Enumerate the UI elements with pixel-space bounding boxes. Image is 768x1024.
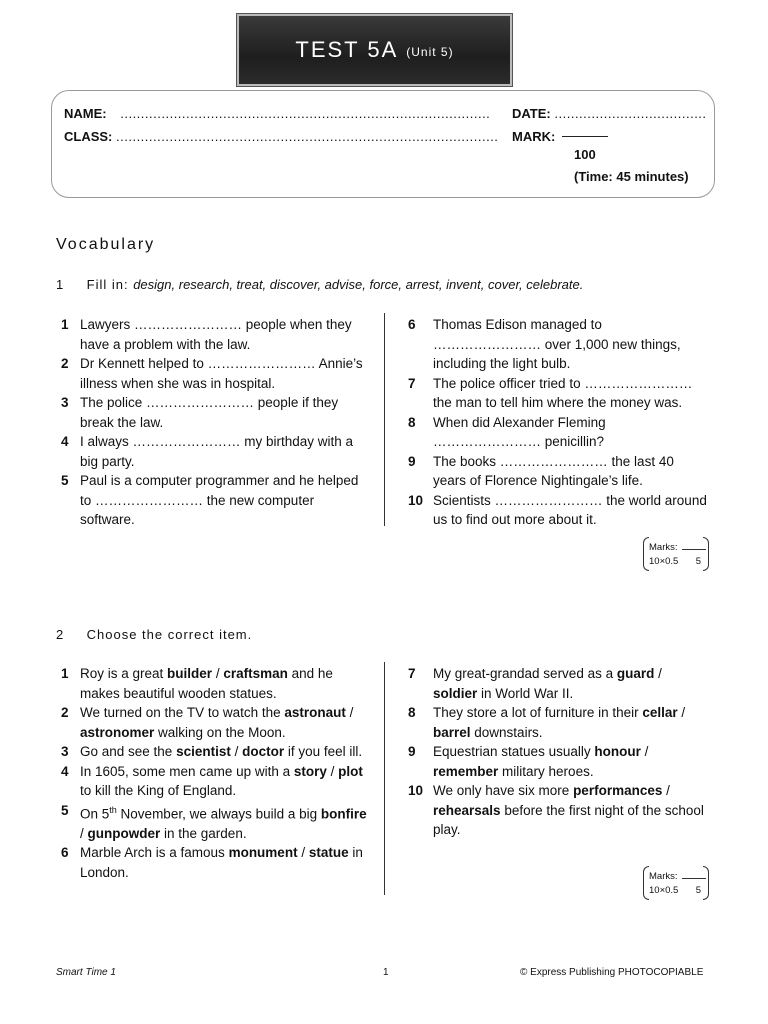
question-item: [61, 664, 369, 703]
option-separator: /: [662, 783, 670, 798]
sentence-fragment: if you feel ill.: [284, 744, 363, 759]
task-instruction: Fill in:: [86, 277, 129, 292]
test-title: TEST 5A: [295, 37, 399, 62]
mark-total: 100: [574, 147, 596, 162]
answer-option: gunpowder: [87, 825, 161, 841]
question-number: 3: [61, 395, 69, 410]
question-number: 9: [408, 744, 416, 759]
question-item: [408, 315, 708, 374]
sentence-fragment: They store a lot of furniture in their: [433, 705, 643, 720]
question-text: [433, 781, 708, 840]
time-limit: (Time: 45 minutes): [574, 169, 689, 184]
question-number: 4: [61, 763, 69, 779]
name-label: NAME:: [64, 106, 107, 121]
question-number: 2: [61, 705, 69, 720]
answer-option: performances: [573, 783, 663, 798]
answer-option: story: [293, 763, 327, 779]
question-item: [408, 703, 708, 742]
question-number: 8: [408, 414, 416, 430]
question-text: [80, 703, 369, 742]
question-item: [408, 781, 708, 840]
sentence-fragment: We turned on the TV to watch the: [80, 705, 285, 720]
task-instruction: Choose the correct item.: [86, 627, 253, 642]
question-text: Scientists …………………… the world around us to find out more about it.: [433, 492, 707, 527]
answer-option: honour: [594, 744, 641, 759]
answer-option: remember: [433, 763, 499, 779]
marks-calc: 10×0.5: [649, 885, 679, 896]
answer-option: craftsman: [223, 666, 288, 681]
sentence-fragment: On 5: [80, 806, 110, 821]
sentence-fragment: in the garden.: [160, 825, 247, 841]
question-text: Thomas Edison managed to …………………… over 1,000 new things, including the light bulb.: [433, 317, 681, 371]
task-2-marks-box: [643, 866, 709, 900]
option-separator: /: [80, 825, 88, 841]
marks-label: Marks:: [649, 542, 678, 553]
ordinal-suffix: th: [109, 804, 117, 815]
sentence-fragment: November, we always build a big: [116, 806, 321, 821]
word-bank: design, research, treat, discover, advise, force, arrest, invent, cover, celebrate.: [133, 277, 584, 292]
name-row: [64, 106, 490, 121]
answer-option: builder: [167, 666, 213, 681]
question-item: [61, 762, 369, 801]
option-separator: /: [677, 705, 686, 720]
sentence-fragment: Go and see the: [80, 744, 177, 759]
marks-total: 5: [695, 556, 701, 567]
question-number: 2: [61, 356, 69, 371]
answer-option: astronaut: [284, 705, 346, 720]
task-1-marks-box: [643, 537, 709, 571]
name-field[interactable]: ..........................................................................................: [120, 106, 491, 121]
question-number: 10: [408, 783, 424, 798]
sentence-fragment: Equestrian statues usually: [433, 744, 595, 759]
question-number: 4: [61, 434, 69, 449]
answer-option: plot: [338, 763, 363, 779]
footer-copyright: © Express Publishing PHOTOCOPIABLE: [520, 967, 704, 978]
question-text: [433, 664, 708, 703]
question-number: 1: [61, 317, 69, 332]
test-title-banner: [237, 14, 512, 86]
task-2-instruction: [56, 627, 252, 642]
answer-option: guard: [616, 666, 655, 681]
question-item: [61, 393, 369, 432]
question-item: [408, 664, 708, 703]
question-number: 7: [408, 666, 416, 681]
question-text: Lawyers …………………… people when they have a problem with the law.: [80, 317, 352, 352]
answer-option: rehearsals: [433, 802, 501, 818]
task-number: 2: [56, 627, 65, 642]
question-number: 6: [408, 317, 416, 332]
task-number: 1: [56, 277, 65, 292]
option-separator: /: [212, 666, 224, 681]
sentence-fragment: Roy is a great: [80, 666, 168, 681]
question-number: 5: [61, 473, 69, 488]
question-item: [61, 432, 369, 471]
option-separator: /: [345, 705, 354, 720]
question-text: The police …………………… people if they break the law.: [80, 395, 339, 430]
class-field[interactable]: .............................................................................................: [116, 129, 499, 144]
option-separator: /: [640, 744, 649, 759]
question-number: 7: [408, 375, 416, 391]
question-item: [61, 315, 369, 354]
class-row: [64, 129, 498, 144]
question-item: [61, 354, 369, 393]
date-label: DATE:: [512, 106, 551, 121]
footer-book-title: Smart Time 1: [56, 967, 116, 978]
question-item: [61, 471, 369, 530]
question-text: Dr Kennett helped to …………………… Annie’s illness when she was in hospital.: [80, 356, 363, 391]
sentence-fragment: My great-grandad served as a: [433, 666, 617, 681]
test-unit: (Unit 5): [406, 45, 454, 59]
question-text: [80, 843, 369, 882]
task-2-right-column: [408, 664, 708, 840]
task-1-left-column: [61, 315, 369, 530]
question-text: Paul is a computer programmer and he helped to …………………… the new computer software.: [80, 473, 359, 527]
question-item: [408, 413, 708, 452]
column-divider: [384, 662, 385, 895]
answer-option: statue: [308, 845, 349, 860]
answer-option: barrel: [433, 724, 471, 740]
answer-option: cellar: [642, 705, 678, 720]
sentence-fragment: in London.: [80, 845, 363, 880]
task-1-right-column: [408, 315, 708, 530]
question-number: 3: [61, 744, 69, 759]
sentence-fragment: before the first night of the school play.: [433, 802, 704, 837]
question-number: 10: [408, 492, 424, 508]
answer-option: monument: [228, 845, 298, 860]
sentence-fragment: We only have six more: [433, 783, 574, 798]
task-2-left-column: [61, 664, 369, 882]
section-title: Vocabulary: [56, 236, 156, 253]
date-field[interactable]: .....................................: [554, 106, 707, 121]
class-label: CLASS:: [64, 129, 113, 144]
option-separator: /: [230, 744, 243, 759]
question-number: 6: [61, 845, 69, 860]
question-item: [61, 801, 369, 844]
student-info-box: [51, 90, 715, 198]
question-item: [408, 452, 708, 491]
question-text: When did Alexander Fleming …………………… penicillin?: [433, 414, 606, 449]
question-item: [408, 374, 708, 413]
task-1-instruction: [56, 277, 583, 292]
question-number: 8: [408, 705, 416, 720]
question-text: [433, 742, 708, 781]
sentence-fragment: walking on the Moon.: [154, 724, 286, 740]
sentence-fragment: in World War II.: [477, 685, 574, 701]
answer-option: doctor: [242, 744, 285, 759]
column-divider: [384, 313, 385, 526]
sentence-fragment: downstairs.: [470, 724, 543, 740]
marks-label: Marks:: [649, 871, 678, 882]
answer-option: scientist: [176, 744, 231, 759]
date-row: [512, 106, 707, 121]
question-item: [408, 491, 708, 530]
question-item: [408, 742, 708, 781]
question-text: [80, 742, 369, 762]
question-item: [61, 703, 369, 742]
option-separator: /: [654, 666, 662, 681]
sentence-fragment: to kill the King of England.: [80, 783, 237, 798]
mark-field[interactable]: [562, 136, 608, 137]
marks-calc: 10×0.5: [649, 556, 679, 567]
question-number: 5: [61, 802, 69, 818]
question-text: The books …………………… the last 40 years of Florence Nightingale’s life.: [433, 453, 674, 488]
question-text: [80, 664, 369, 703]
question-text: [80, 762, 369, 801]
option-separator: /: [297, 845, 309, 860]
footer-page-number: 1: [383, 967, 389, 978]
question-item: [61, 843, 369, 882]
option-separator: /: [326, 763, 339, 779]
question-number: 9: [408, 453, 416, 469]
question-text: [433, 703, 708, 742]
answer-option: bonfire: [320, 806, 367, 821]
mark-label: MARK:: [512, 129, 556, 144]
sentence-fragment: and he makes beautiful wooden statues.: [80, 666, 333, 701]
question-text: [80, 801, 369, 844]
question-text: The police officer tried to …………………… the man to tell him where the money was.: [433, 375, 693, 410]
sentence-fragment: Marble Arch is a famous: [80, 845, 229, 860]
question-number: 1: [61, 666, 69, 681]
sentence-fragment: In 1605, some men came up with a: [80, 763, 294, 779]
question-item: [61, 742, 369, 762]
question-text: I always …………………… my birthday with a big party.: [80, 434, 354, 469]
sentence-fragment: military heroes.: [498, 763, 594, 779]
answer-option: soldier: [433, 685, 478, 701]
marks-total: 5: [695, 885, 701, 896]
mark-row: [512, 129, 608, 144]
answer-option: astronomer: [80, 724, 155, 740]
